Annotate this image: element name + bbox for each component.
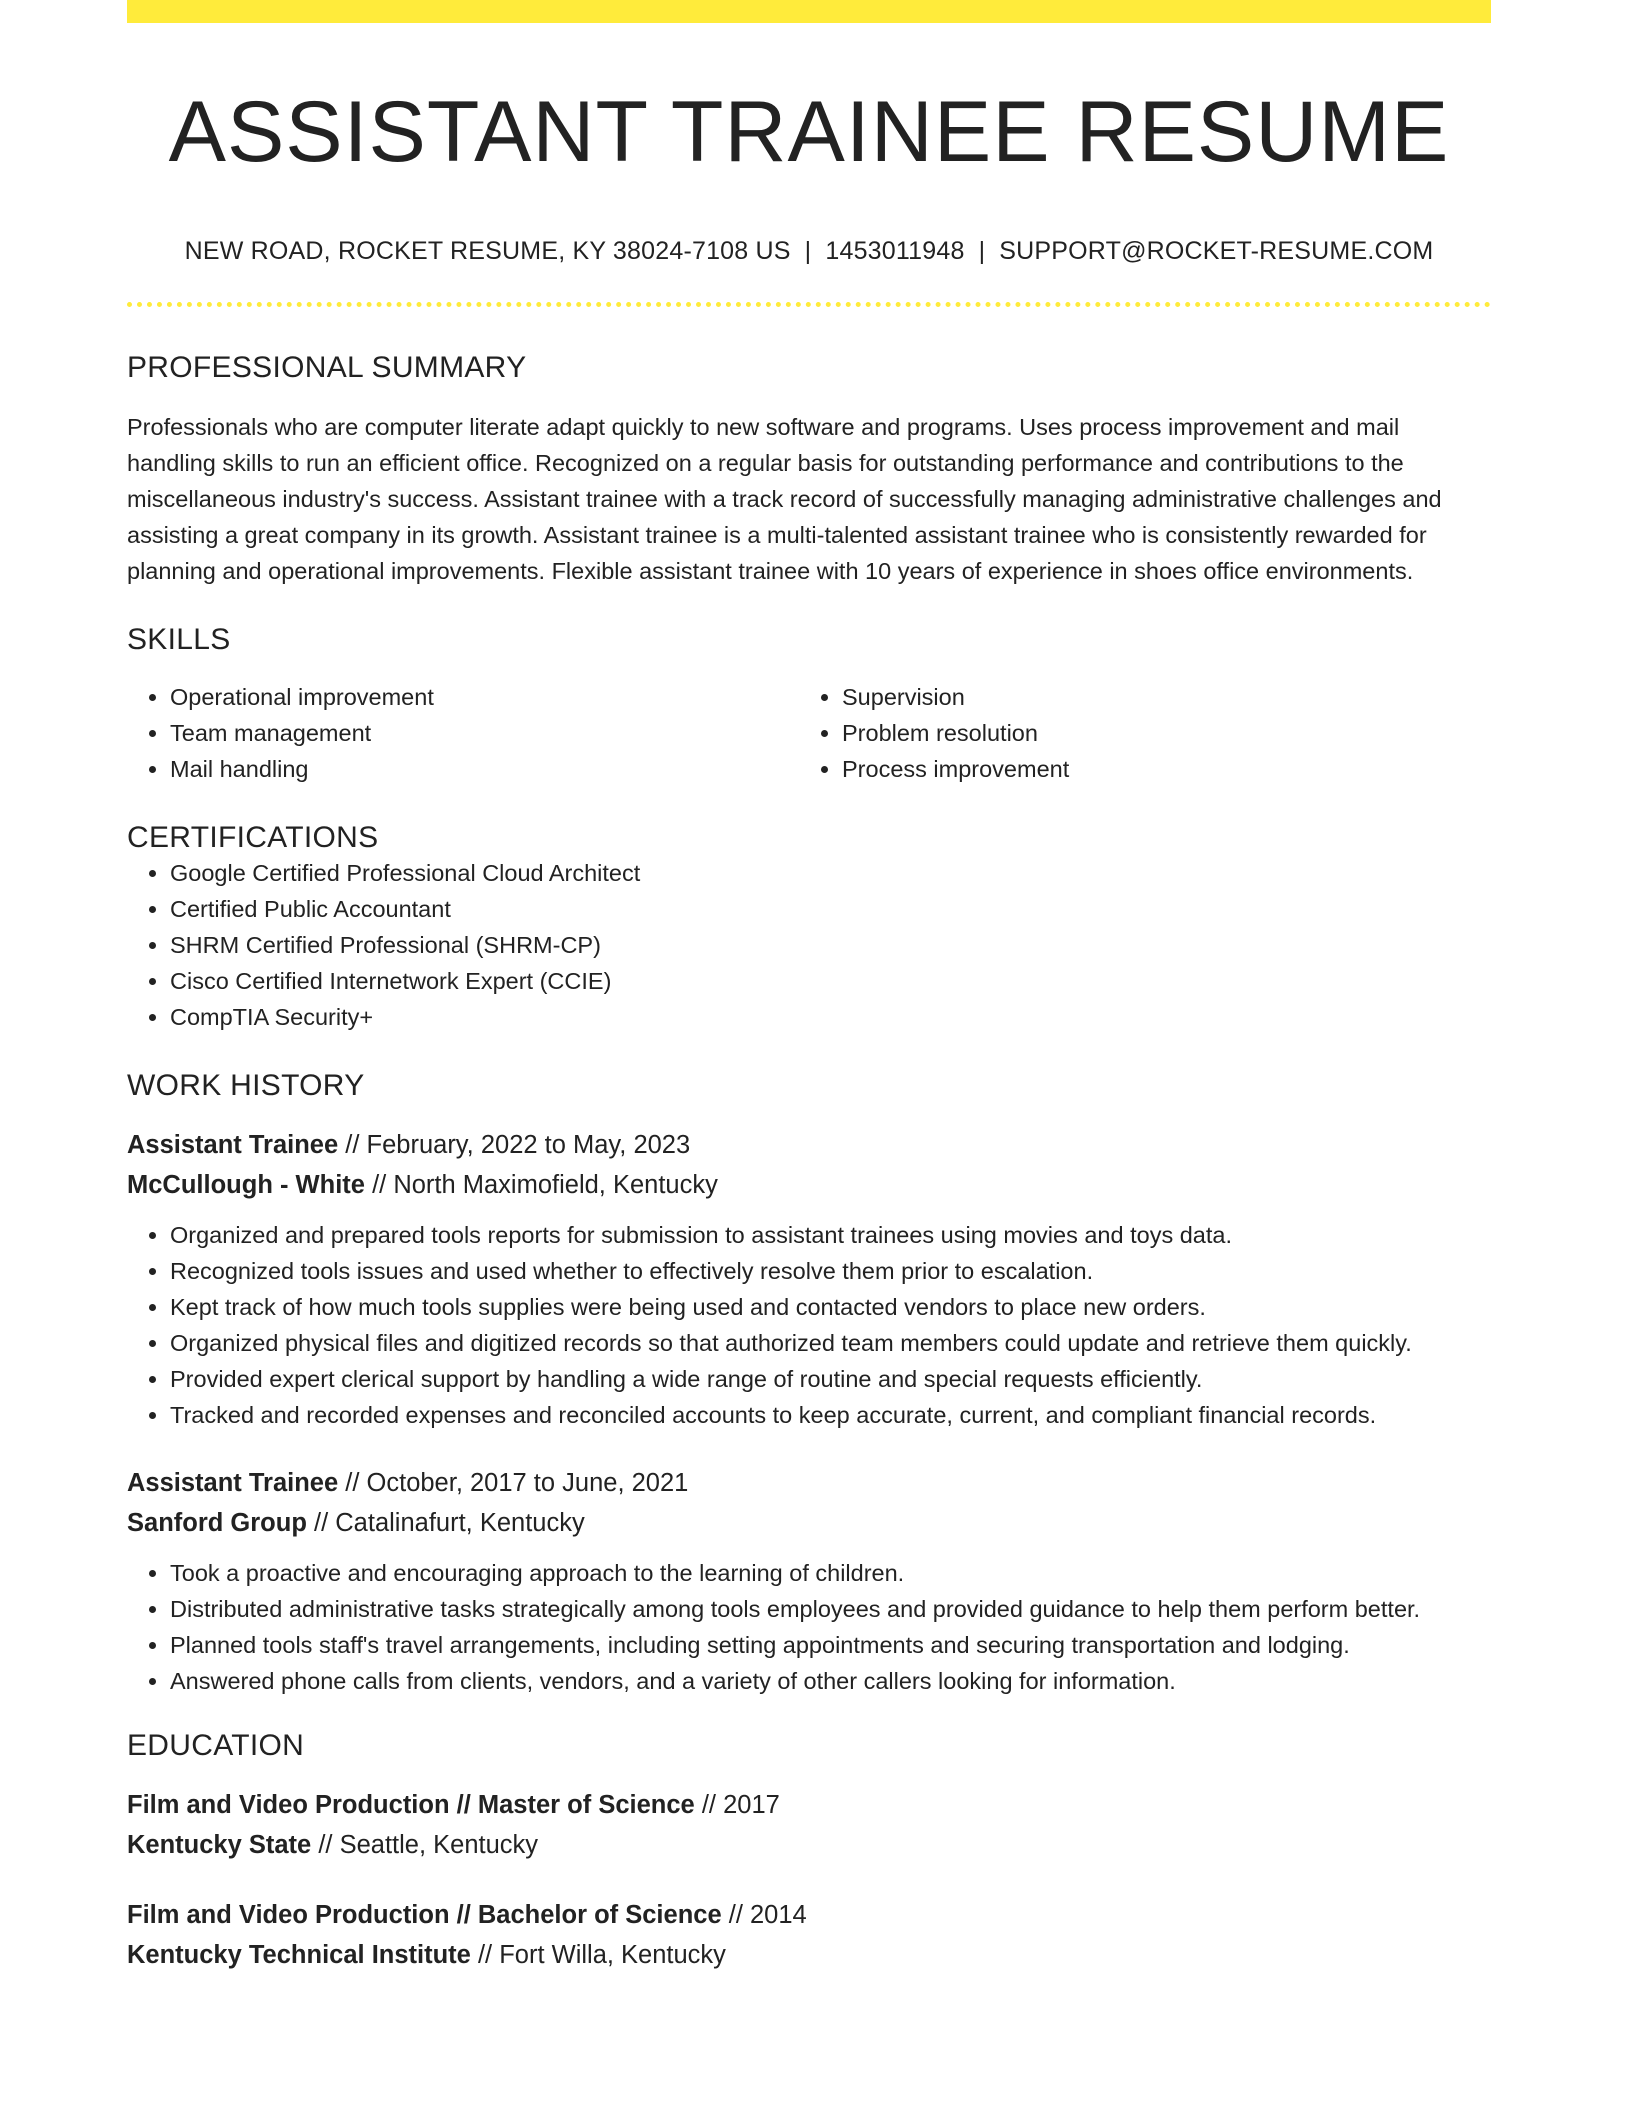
job-company-line — [127, 1165, 1491, 1205]
summary-heading: PROFESSIONAL SUMMARY — [127, 351, 527, 384]
skill-item: • Problem resolution — [842, 715, 1471, 751]
work-history-heading: WORK HISTORY — [127, 1069, 365, 1102]
education-degree-line — [127, 1895, 1491, 1935]
skill-item: • Team management — [170, 715, 799, 751]
skill-item: • Process improvement — [842, 751, 1471, 787]
job-title: Assistant Trainee — [127, 1469, 339, 1497]
certification-item: • Certified Public Accountant — [170, 891, 1491, 927]
education-school: Kentucky State — [127, 1831, 312, 1859]
job-bullet: • Organized physical files and digitized records so that authorized team members could update and retrieve them quickly. — [170, 1325, 1491, 1361]
education-location: // Fort Willa, Kentucky — [477, 1941, 726, 1969]
education-degree: Film and Video Production // Master of Science — [127, 1791, 695, 1819]
certifications-list — [127, 855, 1491, 1035]
skills-heading: SKILLS — [127, 623, 231, 656]
skill-item: • Mail handling — [170, 751, 799, 787]
resume-title: ASSISTANT TRAINEE RESUME — [168, 84, 1450, 180]
education-degree-line — [127, 1785, 1491, 1825]
skill-item: • Supervision — [842, 679, 1471, 715]
job-company: Sanford Group — [127, 1509, 307, 1537]
top-accent-bar — [127, 0, 1491, 23]
job-location: // North Maximofield, Kentucky — [372, 1171, 718, 1199]
job-bullets — [127, 1555, 1491, 1699]
job-title-line — [127, 1463, 1491, 1503]
certification-item: • CompTIA Security+ — [170, 999, 1491, 1035]
job-bullet: • Provided expert clerical support by handling a wide range of routine and special requests efficiently. — [170, 1361, 1491, 1397]
job-bullet: • Took a proactive and encouraging approach to the learning of children. — [170, 1555, 1491, 1591]
certification-item: • SHRM Certified Professional (SHRM-CP) — [170, 927, 1491, 963]
skills-list-left — [127, 679, 799, 787]
certifications-heading: CERTIFICATIONS — [127, 821, 379, 854]
contact-phone: 1453011948 — [825, 237, 965, 265]
contact-email: SUPPORT@ROCKET-RESUME.COM — [999, 237, 1434, 265]
job-entry — [127, 1125, 1491, 1433]
job-bullet: • Recognized tools issues and used whether to effectively resolve them prior to escalation. — [170, 1253, 1491, 1289]
skill-item: • Operational improvement — [170, 679, 799, 715]
skills-grid — [127, 679, 1491, 787]
education-school-line — [127, 1935, 1491, 1975]
contact-separator: | — [804, 237, 812, 265]
job-company: McCullough - White — [127, 1171, 365, 1199]
job-location: // Catalinafurt, Kentucky — [314, 1509, 585, 1537]
job-bullet: • Planned tools staff's travel arrangements, including setting appointments and securing transportation and lodging. — [170, 1627, 1491, 1663]
summary-text: Professionals who are computer literate adapt quickly to new software and programs. Uses process improvement and mail handling skills to run an efficient office. Recognized on a regular basis for outstanding performance and contributions to the miscellaneous industry's success. Assistant trainee with a track record of successfully managing administrative challenges and assisting a great company in its growth. Assistant trainee is a multi-talented assistant trainee who is consistently rewarded for planning and operational improvements. Flexible assistant trainee with 10 years of experience in shoes office environments. — [127, 414, 1442, 584]
education-school: Kentucky Technical Institute — [127, 1941, 471, 1969]
job-company-line — [127, 1503, 1491, 1543]
certification-item: • Cisco Certified Internetwork Expert (CCIE) — [170, 963, 1491, 999]
contact-address: NEW ROAD, ROCKET RESUME, KY 38024-7108 US — [184, 237, 791, 265]
job-title: Assistant Trainee — [127, 1131, 339, 1159]
job-bullet: • Tracked and recorded expenses and reconciled accounts to keep accurate, current, and compliant financial records. — [170, 1397, 1491, 1433]
education-year: // 2014 — [728, 1901, 807, 1929]
resume-page — [127, 0, 1491, 1975]
job-dates: // February, 2022 to May, 2023 — [345, 1131, 691, 1159]
certification-item: • Google Certified Professional Cloud Architect — [170, 855, 1491, 891]
education-school-line — [127, 1825, 1491, 1865]
education-location: // Seattle, Kentucky — [318, 1831, 539, 1859]
dotted-divider — [127, 302, 1491, 307]
contact-separator: | — [978, 237, 986, 265]
education-year: // 2017 — [701, 1791, 780, 1819]
job-bullet: • Organized and prepared tools reports for submission to assistant trainees using movies and toys data. — [170, 1217, 1491, 1253]
job-entry — [127, 1463, 1491, 1699]
job-bullet: • Distributed administrative tasks strategically among tools employees and provided guidance to help them perform better. — [170, 1591, 1491, 1627]
job-title-line — [127, 1125, 1491, 1165]
skills-list-right — [799, 679, 1471, 787]
job-bullets — [127, 1217, 1491, 1433]
contact-line — [127, 237, 1491, 266]
education-entry — [127, 1895, 1491, 1975]
education-degree: Film and Video Production // Bachelor of Science — [127, 1901, 722, 1929]
job-dates: // October, 2017 to June, 2021 — [345, 1469, 689, 1497]
education-entry — [127, 1785, 1491, 1865]
job-bullet: • Kept track of how much tools supplies were being used and contacted vendors to place new orders. — [170, 1289, 1491, 1325]
job-bullet: • Answered phone calls from clients, vendors, and a variety of other callers looking for information. — [170, 1663, 1491, 1699]
education-heading: EDUCATION — [127, 1729, 305, 1762]
